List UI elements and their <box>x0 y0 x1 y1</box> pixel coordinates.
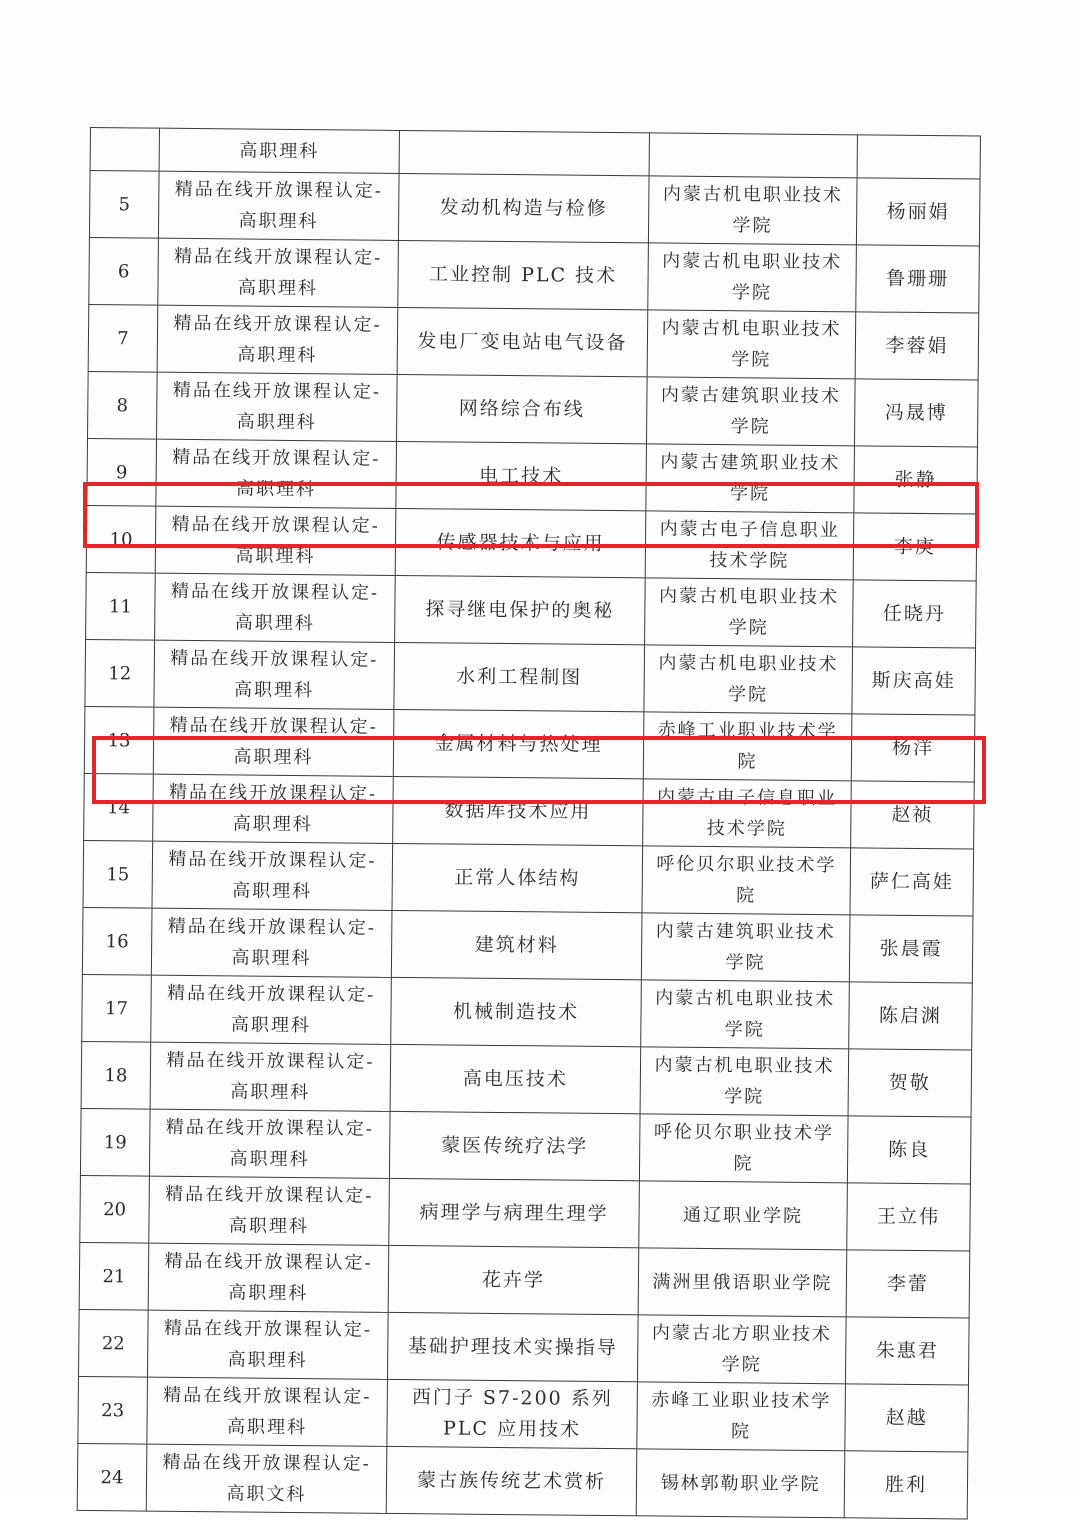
category-cell <box>149 1176 390 1245</box>
highlight-box-row-14 <box>92 736 986 804</box>
course-cell: 蒙医传统疗法学 <box>389 1111 640 1180</box>
category-line-2: 高职理科 <box>234 679 315 702</box>
school-cell: 内蒙古北方职业技术学院 <box>637 1315 846 1384</box>
category-line-2: 高职理科 <box>237 277 319 300</box>
number-cell: 11 <box>86 572 156 640</box>
person-cell: 贺敬 <box>848 1049 972 1117</box>
person-cell: 李庚 <box>853 513 977 581</box>
course-cell: 探寻继电保护的奥秘 <box>395 575 646 644</box>
number-cell: 9 <box>87 438 157 506</box>
person-cell: 冯晟博 <box>854 379 978 447</box>
person-cell: 萨仁高娃 <box>850 848 974 916</box>
number-cell: 6 <box>89 237 159 305</box>
school-cell: 内蒙古建筑职业技术学院 <box>646 377 855 446</box>
school-cell <box>649 133 857 178</box>
number-cell: 13 <box>84 706 154 774</box>
course-cell: 传感器技术与应用 <box>395 508 646 577</box>
school-cell: 赤峰工业职业技术学院 <box>637 1382 846 1451</box>
number-cell: 24 <box>77 1443 147 1511</box>
number-cell: 5 <box>89 171 159 239</box>
course-cell: 机械制造技术 <box>391 977 642 1046</box>
table-row <box>82 907 973 983</box>
category-cell: 高职理科 <box>159 128 399 173</box>
category-line-1: 精品在线开放课程认定- <box>172 379 382 403</box>
school-cell: 内蒙古机电职业技术学院 <box>645 578 854 647</box>
category-line-1: 精品在线开放课程认定- <box>170 647 379 671</box>
highlight-box-row-10 <box>83 482 979 548</box>
school-cell: 内蒙古建筑职业技术学院 <box>641 913 850 982</box>
table-row <box>89 171 980 247</box>
number-cell: 10 <box>86 505 156 573</box>
category-line-2: 高职理科 <box>232 813 313 836</box>
person-cell: 王立伟 <box>847 1183 971 1251</box>
number-cell: 7 <box>88 304 158 372</box>
category-line-2: 高职理科 <box>238 210 319 233</box>
category-cell <box>158 238 399 307</box>
school-cell: 通辽职业学院 <box>639 1181 848 1250</box>
person-cell: 李蕾 <box>846 1250 970 1318</box>
category-line-1: 精品在线开放课程认定- <box>166 1049 375 1073</box>
table-row <box>82 974 973 1050</box>
table-row <box>79 1309 970 1385</box>
course-cell: 工业控制 PLC 技术 <box>398 240 649 309</box>
category-line-1: 精品在线开放课程认定- <box>174 245 383 269</box>
course-cell: 正常人体结构 <box>392 843 643 912</box>
category-line-2: 高职理科 <box>235 478 317 501</box>
category-line-2: 高职理科 <box>232 880 313 903</box>
category-line-1: 精品在线开放课程认定- <box>174 178 384 202</box>
school-cell: 内蒙古机电职业技术学院 <box>644 645 853 714</box>
category-line-2: 高职理科 <box>237 344 318 367</box>
category-line-1: 精品在线开放课程认定- <box>169 714 378 738</box>
person-cell: 斯庆高娃 <box>852 647 976 715</box>
school-cell: 内蒙古电子信息职业技术学院 <box>645 511 854 580</box>
category-line-1: 精品在线开放课程认定- <box>168 848 377 872</box>
category-line-1: 精品在线开放课程认定- <box>167 982 376 1006</box>
number-cell: 14 <box>84 773 154 841</box>
person-cell: 李蓉娟 <box>855 312 979 380</box>
course-list-table <box>77 127 981 1519</box>
category-cell <box>149 1109 390 1178</box>
category-cell <box>148 1310 389 1379</box>
category-cell <box>150 1042 391 1111</box>
table-row <box>85 639 976 715</box>
person-cell: 陈良 <box>847 1116 971 1184</box>
category-line-1: 精品在线开放课程认定- <box>171 513 380 537</box>
school-cell: 内蒙古电子信息职业技术学院 <box>643 779 852 848</box>
person-cell <box>857 135 980 179</box>
course-cell: 西门子 S7-200 系列 PLC 应用技术 <box>387 1379 638 1448</box>
category-line-1: 精品在线开放课程认定- <box>164 1250 373 1274</box>
person-cell: 赵祯 <box>851 781 975 849</box>
table-row <box>80 1175 971 1251</box>
category-cell <box>151 908 392 977</box>
category-line-2: 高职理科 <box>230 1081 311 1104</box>
category-line-1: 精品在线开放课程认定- <box>162 1451 371 1475</box>
number-cell: 12 <box>85 639 155 707</box>
number-cell: 19 <box>80 1108 150 1176</box>
course-cell: 电工技术 <box>396 441 647 510</box>
category-cell <box>147 1377 388 1446</box>
person-cell: 朱惠君 <box>845 1317 969 1385</box>
number-cell: 23 <box>78 1376 148 1444</box>
table-row <box>88 371 979 447</box>
table-body <box>77 128 980 1519</box>
number-cell: 18 <box>81 1041 151 1109</box>
table-row <box>77 1443 968 1519</box>
table-row <box>78 1376 969 1452</box>
school-cell: 内蒙古建筑职业技术学院 <box>646 444 855 513</box>
category-cell <box>157 372 398 441</box>
category-line-1: 精品在线开放课程认定- <box>172 446 381 470</box>
category-line-2: 高职理科 <box>230 1014 311 1037</box>
person-cell: 鲁珊珊 <box>856 245 980 313</box>
school-cell: 呼伦贝尔职业技术学院 <box>642 846 851 915</box>
category-line-2: 高职理科 <box>235 545 316 568</box>
category-line-1: 精品在线开放课程认定- <box>163 1317 373 1341</box>
course-cell: 发电厂变电站电气设备 <box>397 307 648 376</box>
category-line-2: 高职理科 <box>228 1282 309 1305</box>
course-cell: 网络综合布线 <box>396 374 647 443</box>
category-cell <box>152 841 393 910</box>
category-cell <box>154 640 395 709</box>
table-row <box>83 840 974 916</box>
category-line-1: 精品在线开放课程认定- <box>165 1116 375 1140</box>
number-cell: 21 <box>79 1242 149 1310</box>
category-line-2: 高职文科 <box>226 1483 307 1506</box>
person-cell: 杨洋 <box>851 714 975 782</box>
person-cell: 张静 <box>854 446 978 514</box>
school-cell: 赤峰工业职业技术学院 <box>643 712 852 781</box>
school-cell: 锡林郭勒职业学院 <box>636 1449 845 1518</box>
person-cell: 赵越 <box>845 1384 969 1452</box>
category-cell <box>155 573 396 642</box>
course-cell: 建筑材料 <box>391 910 642 979</box>
course-cell <box>399 130 649 175</box>
school-cell: 内蒙古机电职业技术学院 <box>647 310 856 379</box>
person-cell: 张晨霞 <box>849 915 973 983</box>
category-line-2: 高职理科 <box>231 947 312 970</box>
number-cell <box>90 128 159 172</box>
school-cell: 呼伦贝尔职业技术学院 <box>639 1114 848 1183</box>
number-cell: 22 <box>79 1309 149 1377</box>
table-row <box>88 304 979 380</box>
school-cell: 内蒙古机电职业技术学院 <box>640 1047 849 1116</box>
category-line-2: 高职理科 <box>226 1416 308 1439</box>
course-cell: 发动机构造与检修 <box>398 173 649 242</box>
category-line-1: 精品在线开放课程认定- <box>168 781 378 805</box>
course-cell: 数据库技术应用 <box>393 776 644 845</box>
person-cell: 胜利 <box>844 1451 968 1519</box>
category-cell <box>148 1243 389 1312</box>
person-cell: 任晓丹 <box>853 580 977 648</box>
table-row <box>89 237 980 313</box>
table-row <box>81 1041 972 1117</box>
number-cell: 20 <box>80 1175 150 1243</box>
school-cell: 内蒙古机电职业技术学院 <box>641 980 850 1049</box>
course-cell: 蒙古族传统艺术赏析 <box>386 1446 637 1515</box>
category-line-2: 高职理科 <box>227 1349 308 1372</box>
course-cell: 金属材料与热处理 <box>393 709 644 778</box>
number-cell: 15 <box>83 840 153 908</box>
school-cell: 满洲里俄语职业学院 <box>638 1248 847 1317</box>
number-cell: 8 <box>88 371 158 439</box>
category-line-2: 高职理科 <box>234 612 315 635</box>
course-cell: 基础护理技术实操指导 <box>387 1312 638 1381</box>
category-line-2: 高职理科 <box>229 1148 310 1171</box>
category-line-1: 精品在线开放课程认定- <box>173 312 382 336</box>
category-cell <box>151 975 392 1044</box>
category-line-1: 精品在线开放课程认定- <box>163 1384 372 1408</box>
school-cell: 内蒙古机电职业技术学院 <box>648 176 857 245</box>
table-row <box>86 572 977 648</box>
category-line-2: 高职理科 <box>233 746 314 769</box>
course-cell: 病理学与病理生理学 <box>389 1178 640 1247</box>
school-cell: 内蒙古机电职业技术学院 <box>648 243 857 312</box>
category-cell <box>146 1444 387 1513</box>
course-cell: 高电压技术 <box>390 1044 641 1113</box>
person-cell: 陈启渊 <box>849 982 973 1050</box>
category-cell <box>158 171 399 240</box>
course-cell: 花卉学 <box>388 1245 639 1314</box>
category-line-2: 高职理科 <box>236 411 317 434</box>
table-row <box>79 1242 970 1318</box>
category-line-1: 精品在线开放课程认定- <box>170 580 380 604</box>
number-cell: 16 <box>82 907 152 975</box>
category-line-2: 高职理科 <box>228 1215 310 1238</box>
category-line-1: 精品在线开放课程认定- <box>167 915 376 939</box>
course-cell: 水利工程制图 <box>394 642 645 711</box>
category-cell <box>157 305 398 374</box>
person-cell: 杨丽娟 <box>856 178 980 246</box>
category-line-1: 精品在线开放课程认定- <box>165 1183 374 1207</box>
table-row <box>80 1108 971 1184</box>
number-cell: 17 <box>82 974 152 1042</box>
